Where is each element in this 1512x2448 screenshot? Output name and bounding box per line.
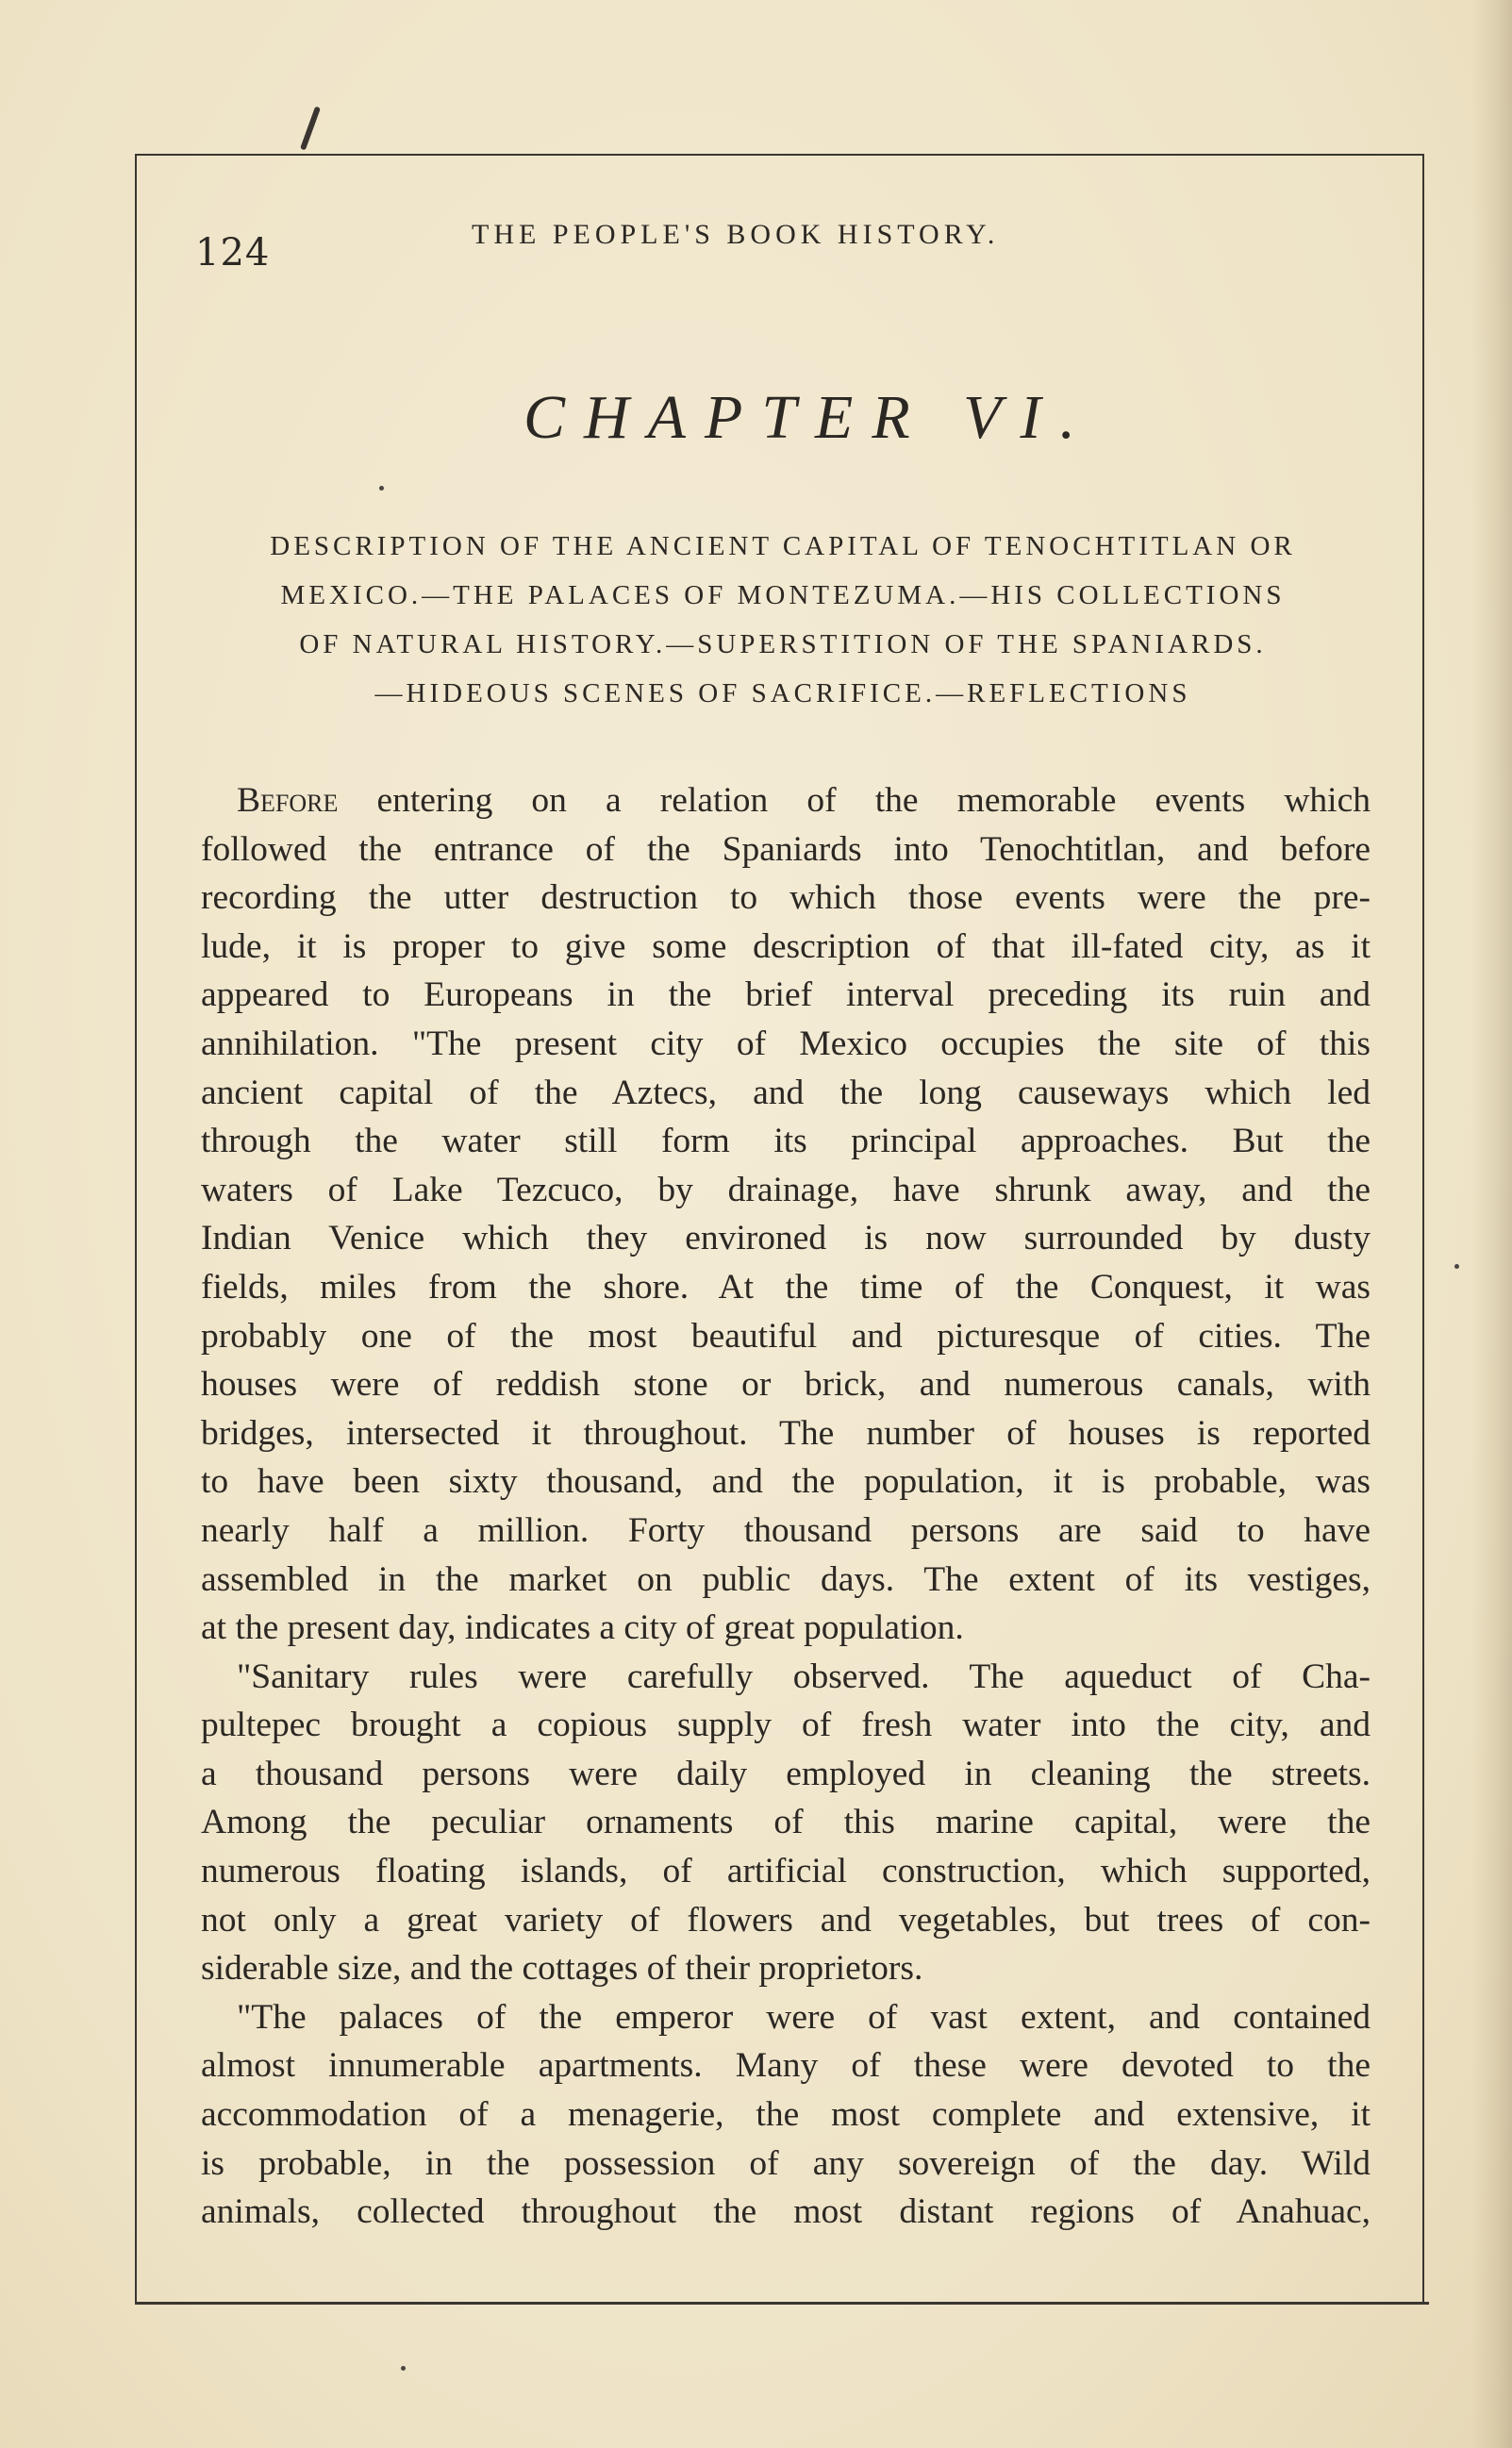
page-number: 124 [195, 231, 271, 275]
paper-speck [1454, 1264, 1459, 1269]
paper-speck [379, 486, 384, 491]
body-line: nearly half a million. Forty thousand persons are said to have [201, 1510, 1371, 1550]
body-line: animals, collected throughout the most distant regions of Anahuac, [201, 2192, 1371, 2232]
body-line: "Sanitary rules were carefully observed. The aqueduct of Cha- [237, 1657, 1371, 1696]
body-line: appeared to Europeans in the brief interval preceding its ruin and [201, 975, 1371, 1015]
synopsis-line: DESCRIPTION OF THE ANCIENT CAPITAL OF TENOCHTITLAN OR [270, 531, 1296, 561]
body-line-text: entering on a relation of the memorable events which [338, 781, 1371, 820]
synopsis-line: MEXICO.—THE PALACES OF MONTEZUMA.—HIS COLLECTIONS [280, 580, 1286, 610]
body-line: is probable, in the possession of any sovereign of the day. Wild [201, 2143, 1371, 2183]
body-line: ancient capital of the Aztecs, and the long causeways which led [201, 1073, 1371, 1112]
body-line: accommodation of a menagerie, the most complete and extensive, it [201, 2095, 1371, 2135]
body-line [201, 776, 1371, 825]
body-line: houses were of reddish stone or brick, and numerous canals, with [201, 1365, 1371, 1405]
opening-word: Before [237, 781, 339, 820]
body-line: annihilation. "The present city of Mexico occupies the site of this [201, 1024, 1371, 1063]
body-line: almost innumerable apartments. Many of these were devoted to the [201, 2046, 1371, 2086]
synopsis-line: —HIDEOUS SCENES OF SACRIFICE.—REFLECTIONS [374, 678, 1191, 708]
page-edge-shadow [1471, 0, 1512, 2448]
body-line: Indian Venice which they environed is now surrounded by dusty [201, 1219, 1371, 1258]
body-line: waters of Lake Tezcuco, by drainage, have shrunk away, and the [201, 1170, 1371, 1209]
text-frame-bottom-rule [135, 2302, 1429, 2305]
running-head: THE PEOPLE'S BOOK HISTORY. [472, 219, 1000, 250]
body-line: at the present day, indicates a city of great population. [201, 1608, 964, 1648]
body-line: bridges, intersected it throughout. The number of houses is reported [201, 1413, 1371, 1453]
body-line: siderable size, and the cottages of their proprietors. [201, 1949, 923, 1989]
body-line: followed the entrance of the Spaniards into Tenochtitlan, and before [201, 829, 1371, 869]
body-line: Among the peculiar ornaments of this marine capital, were the [201, 1803, 1371, 1842]
body-line: lude, it is proper to give some description of that ill-fated city, as it [201, 926, 1371, 966]
body-line: recording the utter destruction to which those events were the pre- [201, 878, 1371, 918]
body-line: a thousand persons were daily employed in cleaning the streets. [201, 1754, 1371, 1793]
body-line: assembled in the market on public days. The extent of its vestiges, [201, 1559, 1371, 1599]
body-line: pultepec brought a copious supply of fresh water into the city, and [201, 1706, 1371, 1745]
body-text [201, 776, 1371, 2237]
chapter-synopsis [193, 522, 1372, 718]
body-line: probably one of the most beautiful and picturesque of cities. The [201, 1316, 1371, 1356]
synopsis-line: OF NATURAL HISTORY.—SUPERSTITION OF THE SPANIARDS. [299, 629, 1267, 659]
body-line: through the water still form its principal approaches. But the [201, 1122, 1371, 1161]
body-line: numerous floating islands, of artificial construction, which supported, [201, 1852, 1371, 1891]
body-line: to have been sixty thousand, and the population, it is probable, was [201, 1462, 1371, 1502]
paper-speck [401, 2366, 406, 2371]
body-line: "The palaces of the emperor were of vast extent, and contained [237, 1997, 1371, 2037]
body-line: fields, miles from the shore. At the time of the Conquest, it was [201, 1267, 1371, 1307]
body-line: not only a great variety of flowers and vegetables, but trees of con- [201, 1900, 1371, 1940]
chapter-title: CHAPTER VI. [523, 383, 1094, 452]
